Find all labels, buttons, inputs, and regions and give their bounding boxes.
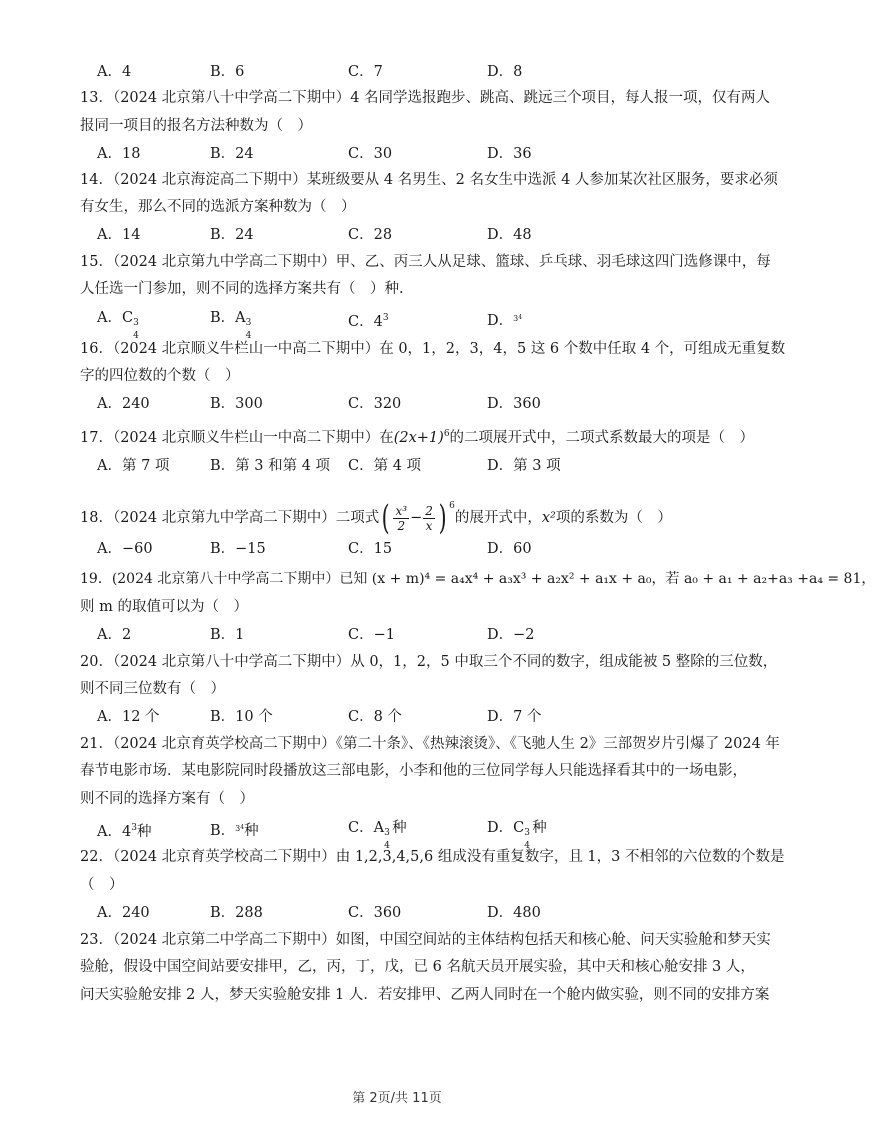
q21-line2: 春节电影市场．某电影院同时段播放这三部电影，小李和他的三位同学每人只能选择看其中的一场电影， xyxy=(80,763,747,779)
q16-option-d: D．360 xyxy=(487,396,541,412)
q23-line3: 问天实验舱安排 2 人，梦天实验舱安排 1 人．若安排甲、乙两人同时在一个舱内做实验，则不同的安排方案 xyxy=(80,987,770,1003)
q18-fraction-1: $\frac{\text{x³}}{2}$ xyxy=(395,503,408,533)
q15-option-a: A．C 3 4 xyxy=(97,310,139,341)
q19-option-d: D．−2 xyxy=(487,627,535,643)
q14-line2: 有女生，那么不同的选派方案种数为（ ） xyxy=(80,199,356,215)
q20-line1: 20．（2024 北京第八十中学高二下期中）从 0，1，2，5 中取三个不同的数字，组成能被 5 整除的三位数， xyxy=(80,654,778,670)
q17-option-a: A．第 7 项 xyxy=(97,458,170,474)
q23-line2: 验舱，假设中国空间站要安排甲，乙，丙，丁，戊，已 6 名航天员开展实验，其中天和核心舱安排 3 人， xyxy=(80,959,755,975)
q14-option-c: C．28 xyxy=(348,227,393,243)
q21-option-d: D．C 3 4 种 xyxy=(487,820,547,851)
q15-option-c: C．$4^3$ xyxy=(348,313,389,330)
q12-option-b: B．6 xyxy=(210,64,245,80)
q18-line: 18．（2024 北京第九中学高二下期中）二项式( $\frac{\text{x³}}{2}$ − $\frac{2}{x}$ ) $^6$的展开式中，x²项的系数为（ ） xyxy=(80,498,672,538)
q22-option-b: B．288 xyxy=(210,905,263,921)
q19-option-b: B．1 xyxy=(210,627,245,643)
q18-option-a: A．−60 xyxy=(97,541,153,557)
q17-line: 17．（2024 北京顺义牛栏山一中高二下期中）在$(2x+1)^6$的二项展开式中，二项式系数最大的项是（ ） xyxy=(80,429,755,446)
q16-option-b: B．300 xyxy=(210,396,263,412)
q17-option-c: C．第 4 项 xyxy=(348,458,422,474)
q19-line2: 则 m 的取值可以为（ ） xyxy=(80,599,248,615)
q20-option-d: D．7 个 xyxy=(487,709,542,725)
q13-option-b: B．24 xyxy=(210,146,254,162)
q21-option-a: A．$4^3$种 xyxy=(97,823,152,840)
q17-option-d: D．第 3 项 xyxy=(487,458,561,474)
q15-line2: 人任选一门参加，则不同的选择方案共有（ ）种. xyxy=(80,281,404,297)
q16-option-c: C．320 xyxy=(348,396,402,412)
q18-option-b: B．−15 xyxy=(210,541,266,557)
q15-option-d: D．$^{34}$ xyxy=(487,312,523,329)
q20-option-c: C．8 个 xyxy=(348,709,402,725)
q13-option-a: A．18 xyxy=(97,146,141,162)
q17-option-b: B．第 3 和第 4 项 xyxy=(210,458,331,474)
q12-option-a: A．4 xyxy=(97,64,132,80)
q21-line3: 则不同的选择方案有（ ） xyxy=(80,791,254,807)
q12-option-c: C．7 xyxy=(348,64,383,80)
q21-line1: 21．（2024 北京育英学校高二下期中）《第二十条》、《热辣滚烫》、《飞驰人生 2》三部贺岁片引爆了 2024 年 xyxy=(80,736,780,752)
q15-line1: 15．（2024 北京第九中学高二下期中）甲、乙、丙三人从足球、篮球、乒乓球、羽毛球这四门选修课中，每 xyxy=(80,254,771,270)
q22-option-a: A．240 xyxy=(97,905,150,921)
q18-option-c: C．15 xyxy=(348,541,393,557)
q22-option-d: D．480 xyxy=(487,905,541,921)
q14-line1: 14．（2024 北京海淀高二下期中）某班级要从 4 名男生、2 名女生中选派 4 人参加某次社区服务，要求必须 xyxy=(80,172,778,188)
q14-option-b: B．24 xyxy=(210,227,254,243)
q22-option-c: C．360 xyxy=(348,905,402,921)
q14-option-a: A．14 xyxy=(97,227,141,243)
q16-line1: 16．（2024 北京顺义牛栏山一中高二下期中）在 0，1，2，3，4，5 这 6 个数中任取 4 个，可组成无重复数 xyxy=(80,341,786,357)
q14-option-d: D．48 xyxy=(487,227,532,243)
q16-line2: 字的四位数的个数（ ） xyxy=(80,368,240,384)
q22-line1: 22．（2024 北京育英学校高二下期中）由 1,2,3,4,5,6 组成没有重复数字，且 1，3 不相邻的六位数的个数是 xyxy=(80,849,785,865)
q13-option-d: D．36 xyxy=(487,146,532,162)
q18-option-d: D．60 xyxy=(487,541,532,557)
q12-option-d: D．8 xyxy=(487,64,523,80)
q22-line2: （ ） xyxy=(80,877,124,893)
q13-option-c: C．30 xyxy=(348,146,393,162)
q16-option-a: A．240 xyxy=(97,396,150,412)
q21-option-b: B．$^{34}$种 xyxy=(210,822,259,839)
page-footer: 第 2页/共 11页 xyxy=(352,1091,442,1106)
q15-option-b: B．A 3 4 xyxy=(210,310,252,341)
q20-option-a: A．12 个 xyxy=(97,709,160,725)
q19-line1: 19．(2024 北京第八十中学高二下期中）已知 (x + m)⁴ = a₄x⁴ + a₃x³ + a₂x² + a₁x + a₀，若 a₀ + a₁ + a₂+a₃ +a₄ = 81， xyxy=(80,571,875,587)
q20-line2: 则不同三位数有（ ） xyxy=(80,681,225,697)
q13-line1: 13．（2024 北京第八十中学高二下期中）4 名同学选报跑步、跳高、跳远三个项目，每人报一项，仅有两人 xyxy=(80,90,771,106)
q13-line2: 报同一项目的报名方法种数为（ ） xyxy=(80,118,312,134)
q19-option-c: C．−1 xyxy=(348,627,395,643)
q20-option-b: B．10 个 xyxy=(210,709,273,725)
q18-fraction-2: $\frac{2}{x}$ xyxy=(425,503,433,533)
q19-option-a: A．2 xyxy=(97,627,132,643)
q21-option-c: C．A 3 4 种 xyxy=(348,820,407,851)
q23-line1: 23．（2024 北京第二中学高二下期中）如图，中国空间站的主体结构包括天和核心舱、问天实验舱和梦天实 xyxy=(80,932,771,948)
